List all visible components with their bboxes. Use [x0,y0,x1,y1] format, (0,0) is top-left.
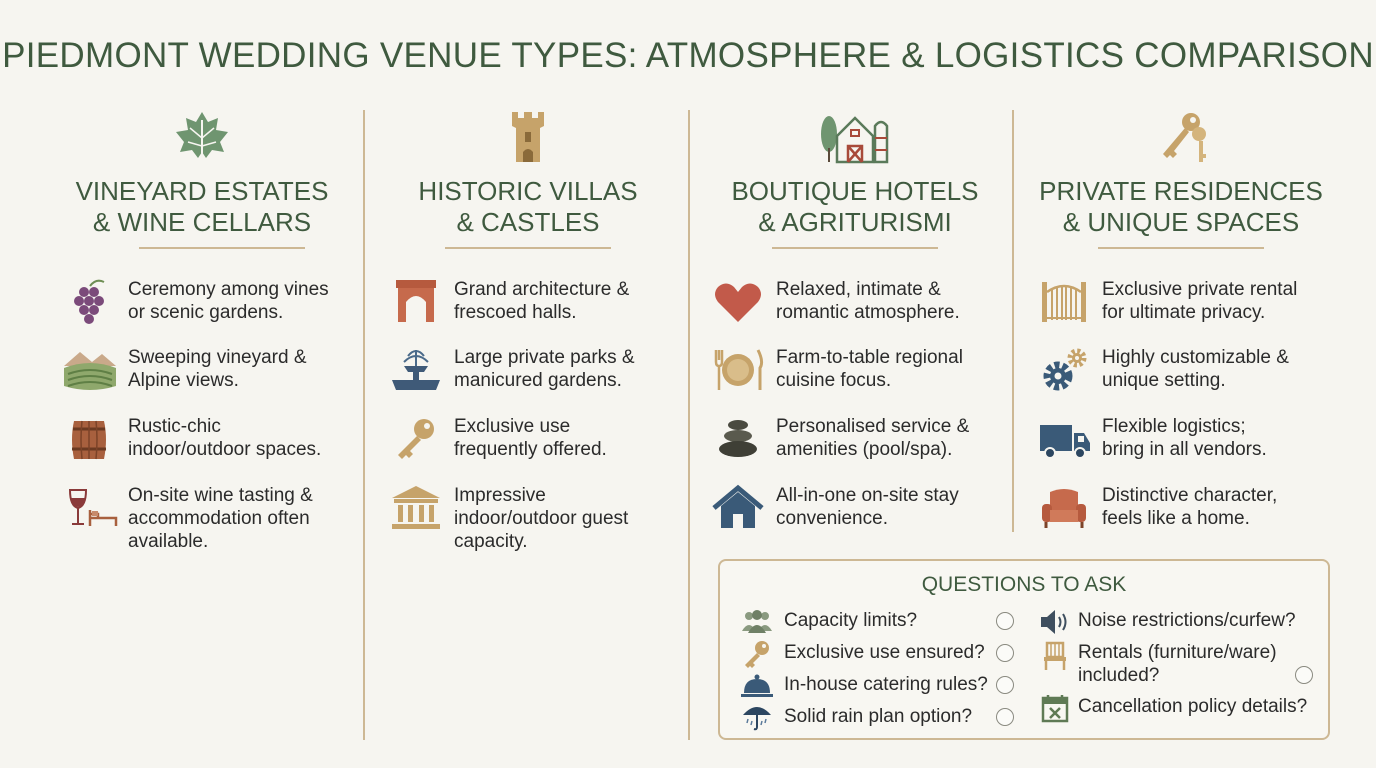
column-title [710,176,1000,238]
key-icon [388,415,444,463]
fountain-icon [388,346,444,394]
column-title-line: & AGRITURISMI [758,207,952,237]
item-text: Grand architecture & frescoed halls. [454,279,630,323]
gate-icon [1036,278,1092,326]
title-underline [445,247,611,249]
item-text: Relaxed, intimate & romantic atmosphere. [776,279,960,323]
item-text: All-in-one on-site stay convenience. [776,485,959,529]
plate-cutlery-icon [710,346,766,394]
item-text: Sweeping vineyard & Alpine views. [128,347,307,391]
question-text: Cancellation policy details? [1078,696,1308,717]
grapes-icon [62,278,118,326]
column-divider [688,110,690,740]
column-title-line: BOUTIQUE HOTELS [731,176,979,206]
column-title-line: VINEYARD ESTATES [75,176,329,206]
page-title: PIEDMONT WEDDING VENUE TYPES: ATMOSPHERE & LOGISTICS COMPARISON [2,36,1374,75]
farm-barn-icon [817,108,893,168]
title-underline [772,247,938,249]
item-text: Highly customizable & unique setting. [1102,347,1289,391]
question-text: Rentals (furniture/ware) included? [1078,642,1277,686]
chair-icon [1038,641,1072,671]
question-checkbox[interactable] [1295,666,1313,684]
calendar-cancel-icon [1038,693,1072,723]
column-title-line: & CASTLES [456,207,600,237]
item-text: Exclusive use frequently offered. [454,416,607,460]
wine-barrel-icon [62,415,118,463]
item-text: Large private parks & manicured gardens. [454,347,635,391]
question-text: In-house catering rules? [784,674,988,695]
question-checkbox[interactable] [996,708,1014,726]
armchair-icon [1036,484,1092,532]
wine-glass-bed-icon [62,484,118,532]
column-title [1036,176,1326,238]
title-underline [1098,247,1264,249]
title-underline [139,247,305,249]
umbrella-icon [740,701,774,731]
questions-title: QUESTIONS TO ASK [921,573,1127,596]
truck-icon [1036,415,1092,463]
item-text: Ceremony among vines or scenic gardens. [128,279,329,323]
question-text: Solid rain plan option? [784,706,973,727]
gears-icon [1036,346,1092,394]
column-title-line: PRIVATE RESIDENCES [1039,176,1323,206]
people-icon [740,607,774,637]
item-text: Personalised service & amenities (pool/spa). [776,416,970,460]
item-text: Rustic-chic indoor/outdoor spaces. [128,416,322,460]
column-divider [363,110,365,740]
column-title-line: & UNIQUE SPACES [1062,207,1300,237]
castle-tower-icon [498,108,558,168]
item-text: Impressive indoor/outdoor guest capacity. [454,485,629,552]
keys-icon [1151,108,1211,168]
item-text: Distinctive character, feels like a home. [1102,485,1278,529]
column-title-line: & WINE CELLARS [92,207,312,237]
key-icon [740,639,774,669]
heart-icon [710,278,766,326]
question-text: Capacity limits? [784,610,918,631]
vineyard-hills-icon [62,346,118,394]
column-title [388,176,668,238]
column-title [62,176,342,238]
questions-panel [718,559,1330,740]
spa-stones-icon [710,415,766,463]
cloche-icon [740,671,774,701]
item-text: Farm-to-table regional cuisine focus. [776,347,963,391]
column-divider [1012,110,1014,532]
question-checkbox[interactable] [996,644,1014,662]
archway-icon [388,278,444,326]
question-text: Noise restrictions/curfew? [1078,610,1296,631]
question-checkbox[interactable] [996,612,1014,630]
item-text: On-site wine tasting & accommodation often available. [128,485,313,552]
grape-leaf-icon [172,108,232,168]
speaker-icon [1038,607,1072,637]
question-text: Exclusive use ensured? [784,642,985,663]
item-text: Exclusive private rental for ultimate privacy. [1102,279,1298,323]
house-icon [710,484,766,532]
item-text: Flexible logistics; bring in all vendors. [1102,416,1267,460]
column-title-line: HISTORIC VILLAS [418,176,638,206]
columns-building-icon [388,484,444,532]
question-checkbox[interactable] [996,676,1014,694]
